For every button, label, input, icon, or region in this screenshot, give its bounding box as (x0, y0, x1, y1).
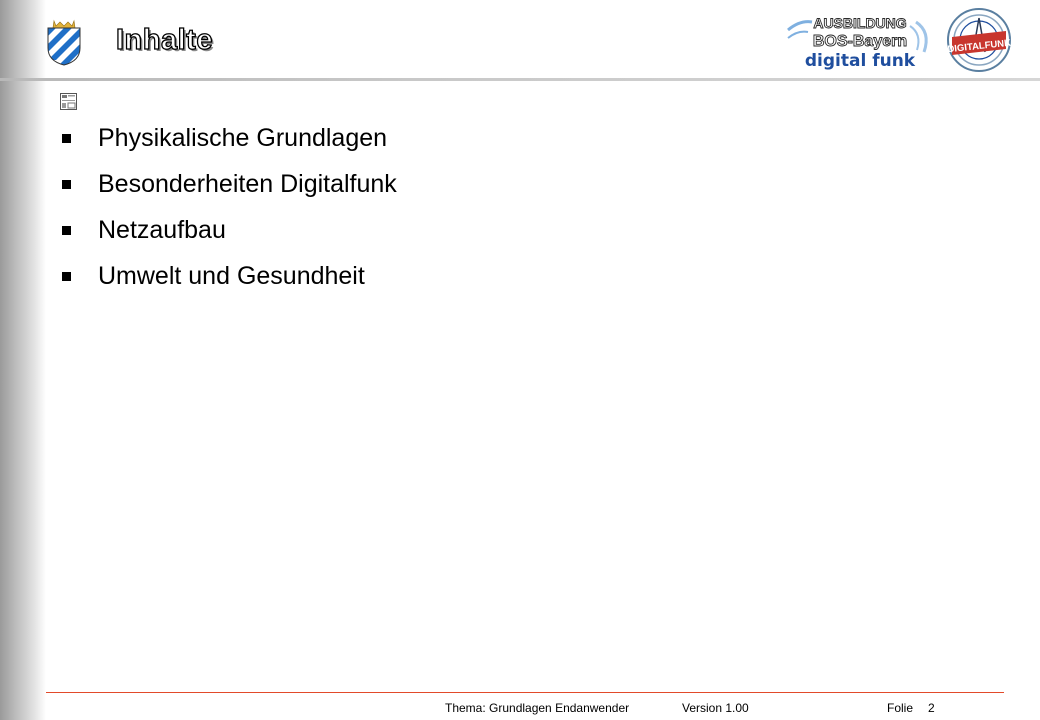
logo-text-digital-funk: digital funk (804, 51, 916, 70)
list-item-label: Netzaufbau (98, 215, 226, 244)
footer-slide-number: 2 (928, 701, 935, 715)
footer-slide-label: Folie (887, 701, 914, 715)
bullet-square-icon (62, 226, 71, 235)
content-bullet-list (62, 115, 397, 299)
list-item-label: Physikalische Grundlagen (98, 123, 388, 152)
footer-divider (46, 692, 1004, 693)
slide-side-gradient (0, 0, 46, 720)
bullet-square-icon (62, 180, 71, 189)
list-item (62, 207, 397, 253)
list-item-label: Besonderheiten Digitalfunk (98, 169, 397, 198)
list-item (62, 253, 397, 299)
ausbildung-bos-bayern-logo (786, 12, 938, 70)
logo-text-bos-bayern: BOS-Bayern (812, 33, 908, 50)
footer-version: Version 1.00 (682, 701, 749, 715)
digitalfunk-badge-logo (946, 4, 1012, 76)
bavaria-coat-of-arms-icon (44, 18, 84, 66)
list-item (62, 115, 397, 161)
badge-text: DIGITALFUNK (947, 37, 1012, 56)
footer-topic: Thema: Grundlagen Endanwender (445, 701, 630, 715)
list-item-label: Umwelt und Gesundheit (98, 261, 365, 290)
logo-text-ausbildung: AUSBILDUNG (813, 15, 907, 31)
pdf-object-icon[interactable] (60, 93, 77, 110)
bullet-square-icon (62, 134, 71, 143)
list-item (62, 161, 397, 207)
bullet-square-icon (62, 272, 71, 281)
header-divider (0, 78, 1040, 81)
slide-title: Inhalte (116, 24, 213, 56)
